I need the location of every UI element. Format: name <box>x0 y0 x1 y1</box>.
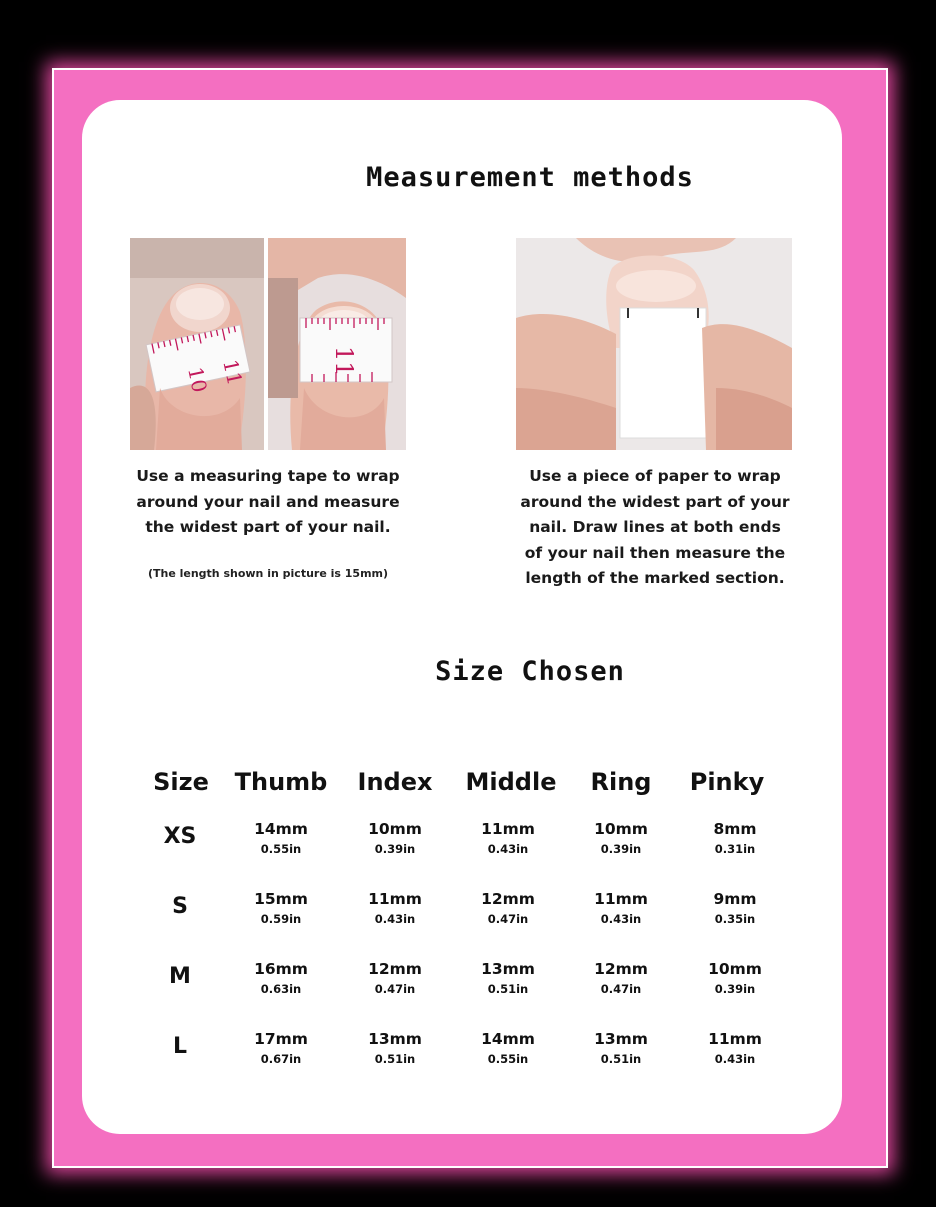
row-label-xs: XS <box>163 824 197 849</box>
row-label-s: S <box>172 894 188 919</box>
tape-number-11-large: 11 <box>330 346 358 377</box>
description-line: Use a piece of paper to wrap <box>529 467 781 485</box>
table-cell: 13mm 0.51in <box>368 1030 422 1066</box>
table-cell: 12mm 0.47in <box>481 890 535 926</box>
table-cell: 12mm 0.47in <box>368 960 422 996</box>
tape-number-11: 11 <box>218 357 248 388</box>
description-line: of your nail then measure the <box>524 543 786 562</box>
method-paper-description <box>502 464 808 592</box>
description-line: Use a measuring tape to wrap <box>136 467 400 485</box>
table-cell: 14mm 0.55in <box>481 1030 535 1066</box>
table-cell: 11mm 0.43in <box>481 820 535 856</box>
description-line: around your nail and measure <box>136 492 400 511</box>
description-line: nail. Draw lines at both ends <box>529 518 781 536</box>
table-cell: 11mm 0.43in <box>594 890 648 926</box>
table-cell: 12mm 0.47in <box>594 960 648 996</box>
photo-paper-wrap <box>516 238 792 450</box>
table-cell: 13mm 0.51in <box>481 960 535 996</box>
table-cell: 8mm 0.31in <box>713 820 757 856</box>
photo-tape-thumb-wide <box>268 238 406 450</box>
header-index: Index <box>357 768 433 796</box>
header-size: Size <box>153 768 209 796</box>
description-line: length of the marked section. <box>525 569 785 587</box>
row-label-l: L <box>172 1034 188 1059</box>
header-ring: Ring <box>590 768 652 796</box>
table-cell: 13mm 0.51in <box>594 1030 648 1066</box>
header-pinky: Pinky <box>689 768 765 796</box>
table-cell: 16mm 0.63in <box>254 960 308 996</box>
size-chosen-title: Size Chosen <box>435 656 625 687</box>
table-cell: 10mm 0.39in <box>594 820 648 856</box>
tape-number-10: 10 <box>183 364 212 395</box>
measurement-methods-title: Measurement methods <box>366 162 694 193</box>
tape-length-note: (The length shown in picture is 15mm) <box>147 567 389 580</box>
description-line: around the widest part of your <box>520 492 790 511</box>
header-thumb: Thumb <box>234 768 328 796</box>
header-middle: Middle <box>465 768 557 796</box>
photo-tape-thumb-closeup <box>130 238 264 450</box>
row-label-m: M <box>169 964 191 989</box>
table-cell: 17mm 0.67in <box>254 1030 308 1066</box>
table-cell: 9mm 0.35in <box>713 890 757 926</box>
table-cell: 10mm 0.39in <box>708 960 762 996</box>
description-line: the widest part of your nail. <box>145 518 391 536</box>
table-cell: 11mm 0.43in <box>368 890 422 926</box>
table-cell: 14mm 0.55in <box>254 820 308 856</box>
table-cell: 10mm 0.39in <box>368 820 422 856</box>
table-cell: 15mm 0.59in <box>254 890 308 926</box>
table-cell: 11mm 0.43in <box>708 1030 762 1066</box>
method-tape-description <box>118 464 418 541</box>
